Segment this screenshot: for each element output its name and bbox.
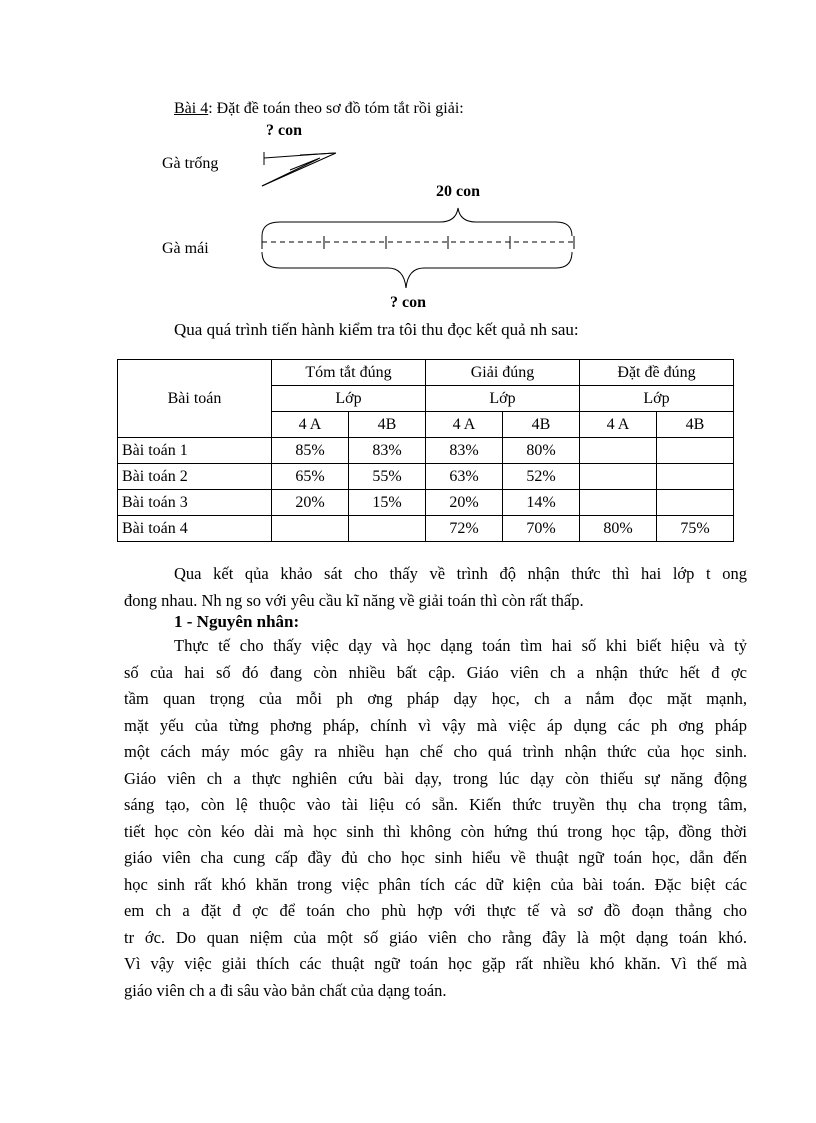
results-table — [117, 359, 734, 542]
text-line: một cách máy móc gây ra nhiều hạn chế cho quá trình nhận thức của học sinh. — [124, 742, 747, 761]
header-group: Tóm tắt đúng — [272, 360, 426, 386]
total-brace — [262, 208, 572, 236]
table-cell: 83% — [349, 438, 426, 464]
table-cell: 75% — [657, 516, 734, 542]
class-name: 4B — [349, 412, 426, 438]
total-label: 20 con — [436, 183, 480, 200]
text-line: tiết học còn kéo dài mà học sinh thì không còn hứng thú trong học tập, đồng thời — [124, 821, 747, 841]
class-name: 4 A — [272, 412, 349, 438]
table-cell: 65% — [272, 464, 349, 490]
intro-sentence: Qua quá trình tiến hành kiểm tra tôi thu đọc kết quả nh sau: — [174, 320, 579, 339]
table-cell: 14% — [503, 490, 580, 516]
text-line: học sinh rất khó khăn trong việc phân tích các dữ kiện của bài toán. Đặc biệt các — [124, 874, 747, 894]
header-class: Lớp — [426, 386, 580, 412]
hen-brace — [262, 252, 572, 288]
table-header-row — [118, 360, 734, 386]
table-cell: 80% — [580, 516, 657, 542]
table-cell: 15% — [349, 490, 426, 516]
table-cell: 85% — [272, 438, 349, 464]
body-paragraph — [124, 633, 747, 1004]
table-cell — [580, 438, 657, 464]
class-name: 4B — [503, 412, 580, 438]
table-cell: 83% — [426, 438, 503, 464]
table-row — [118, 464, 734, 490]
text-line: tr ớc. Do quan niệm của một số giáo viên cho rằng đây là một dạng toán khó. — [124, 927, 747, 947]
header-problem: Bài toán — [118, 360, 272, 438]
text-line: giáo viên cha cung cấp đầy đủ cho học sinh hiểu về thuật ngữ toán học, dẫn đến — [124, 848, 747, 867]
table-cell — [657, 438, 734, 464]
table-cell: 20% — [272, 490, 349, 516]
table-row — [118, 490, 734, 516]
table-row — [118, 438, 734, 464]
hen-question: ? con — [390, 294, 426, 311]
table-cell: 70% — [503, 516, 580, 542]
header-group: Đặt đề đúng — [580, 360, 734, 386]
text-line: tầm quan trọng của mỗi ph ơng pháp dạy học, ch a nắm đọc mặt mạnh, — [124, 689, 747, 708]
header-group: Giải đúng — [426, 360, 580, 386]
text-line: Giáo viên ch a thực nghiên cứu bài dạy, trong lúc dạy còn thiếu sự năng động — [124, 768, 747, 788]
text-line: giáo viên ch a đi sâu vào bản chất của dạng toán. — [124, 980, 447, 1000]
table-cell — [580, 464, 657, 490]
hen-label: Gà mái — [162, 240, 209, 257]
table-cell: 72% — [426, 516, 503, 542]
exercise-label: Bài 4 — [174, 100, 209, 117]
class-name: 4B — [657, 412, 734, 438]
text-line: số của hai số đó đang còn nhiều bất cập. Giáo viên ch a nhận thức hết đ ợc — [124, 662, 747, 682]
text-line: Thực tế cho thấy việc dạy và học dạng toán tìm hai số khi biết hiệu và tỷ — [174, 636, 747, 655]
table-cell: 55% — [349, 464, 426, 490]
hen-segment — [262, 236, 574, 249]
text-line: Vì vậy việc giải thích các thuật ngữ toán học gặp rất nhiều khó khăn. Vì thế mà — [124, 954, 747, 973]
rooster-segment — [262, 152, 336, 186]
row-label: Bài toán 1 — [118, 438, 272, 464]
rooster-label: Gà trống — [162, 155, 219, 172]
text-line: mặt yếu của từng phơng pháp, chính vì vậy mà việc áp dụng các ph ơng pháp — [124, 715, 747, 735]
table-cell: 20% — [426, 490, 503, 516]
table-cell — [657, 464, 734, 490]
table-row — [118, 516, 734, 542]
text-line: đong nhau. Nh ng so với yêu cầu kĩ năng về giải toán thì còn rất thấp. — [124, 590, 584, 610]
class-name: 4 A — [426, 412, 503, 438]
table-cell — [349, 516, 426, 542]
text-line: sáng tạo, còn lệ thuộc vào tài liệu có sẵn. Kiến thức truyền thụ cha trọng tâm, — [124, 795, 747, 814]
table-cell: 80% — [503, 438, 580, 464]
table-cell: 52% — [503, 464, 580, 490]
row-label: Bài toán 3 — [118, 490, 272, 516]
class-name: 4 A — [580, 412, 657, 438]
text-line: em ch a đặt đ ợc để toán cho phù hợp với thực tế và sơ đồ đoạn thẳng cho — [124, 901, 747, 920]
table-cell — [580, 490, 657, 516]
table-cell — [657, 490, 734, 516]
row-label: Bài toán 2 — [118, 464, 272, 490]
segment-diagram — [0, 0, 816, 330]
summary-paragraph — [124, 561, 747, 614]
header-class: Lớp — [272, 386, 426, 412]
rooster-question: ? con — [266, 122, 302, 139]
row-label: Bài toán 4 — [118, 516, 272, 542]
text-line: Qua kết qủa khảo sát cho thấy về trình độ nhận thức thì hai lớp t ong — [174, 564, 747, 583]
exercise-title: : Đặt đề toán theo sơ đồ tóm tắt rồi giải: — [208, 100, 464, 117]
header-class: Lớp — [580, 386, 734, 412]
table-cell — [272, 516, 349, 542]
section-heading: 1 - Nguyên nhân: — [174, 612, 300, 631]
table-cell: 63% — [426, 464, 503, 490]
